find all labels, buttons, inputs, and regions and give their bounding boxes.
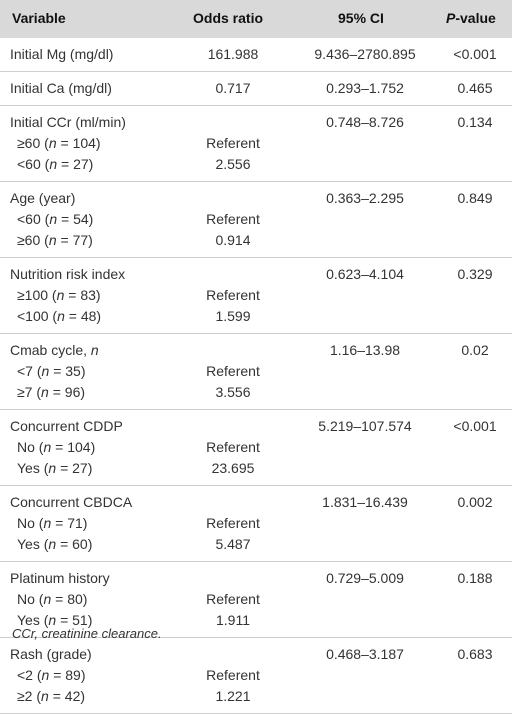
subgroup-label: <100 (n = 48) xyxy=(17,308,102,324)
table-row-group xyxy=(0,72,512,106)
odds-ratio-cell: 1.221 xyxy=(215,688,251,704)
odds-ratio-cell: 1.911 xyxy=(216,612,250,628)
table-subrow xyxy=(0,361,512,382)
ci-cell: 0.293–1.752 xyxy=(326,80,404,96)
odds-ratio-cell: Referent xyxy=(206,135,260,151)
variable-label: Age (year) xyxy=(10,190,76,206)
table-row xyxy=(0,492,512,513)
odds-ratio-cell: 5.487 xyxy=(215,536,251,552)
ci-cell: 0.623–4.104 xyxy=(326,266,404,282)
table-row-group xyxy=(0,106,512,182)
subgroup-label: Yes (n = 51) xyxy=(17,612,93,628)
table-row xyxy=(0,188,512,209)
subgroup-label: No (n = 80) xyxy=(17,591,88,607)
p-value-cell: 0.465 xyxy=(457,80,493,96)
table-row xyxy=(0,416,512,437)
odds-ratio-cell: Referent xyxy=(206,439,260,455)
table-row xyxy=(0,44,512,65)
p-value-cell: 0.002 xyxy=(457,494,493,510)
table-subrow xyxy=(0,230,512,251)
table-row-group xyxy=(0,258,512,334)
variable-label: Nutrition risk index xyxy=(10,266,126,282)
subgroup-label: <60 (n = 27) xyxy=(17,156,94,172)
table-subrow xyxy=(0,513,512,534)
ci-cell: 0.729–5.009 xyxy=(326,570,404,586)
table-row-group xyxy=(0,334,512,410)
p-value-cell: 0.683 xyxy=(457,646,493,662)
table-row xyxy=(0,568,512,589)
odds-ratio-cell: 23.695 xyxy=(211,460,255,476)
table-row-group xyxy=(0,486,512,562)
table-subrow xyxy=(0,458,512,479)
table-subrow xyxy=(0,686,512,707)
header-odds-ratio: Odds ratio xyxy=(193,10,264,26)
subgroup-label: <7 (n = 35) xyxy=(17,363,86,379)
odds-ratio-cell: Referent xyxy=(206,591,260,607)
subgroup-label: Yes (n = 60) xyxy=(17,536,93,552)
variable-label: Concurrent CDDP xyxy=(10,418,123,434)
ci-cell: 0.363–2.295 xyxy=(326,190,404,206)
subgroup-label: ≥2 (n = 42) xyxy=(17,688,86,704)
odds-ratio-cell: 1.599 xyxy=(215,308,251,324)
subgroup-label: No (n = 104) xyxy=(17,439,96,455)
odds-ratio-cell: Referent xyxy=(206,515,260,531)
p-value-cell: <0.001 xyxy=(453,46,497,62)
odds-ratio-cell: Referent xyxy=(206,667,260,683)
subgroup-label: ≥100 (n = 83) xyxy=(17,287,101,303)
variable-label: Cmab cycle, n xyxy=(10,342,99,358)
table-footnote: CCr, creatinine clearance. xyxy=(12,626,162,641)
table-row xyxy=(0,340,512,361)
ci-cell: 9.436–2780.895 xyxy=(314,46,416,62)
ci-cell: 1.831–16.439 xyxy=(322,494,408,510)
table-row xyxy=(0,644,512,665)
subgroup-label: ≥60 (n = 104) xyxy=(17,135,101,151)
subgroup-label: ≥60 (n = 77) xyxy=(17,232,93,248)
table-subrow xyxy=(0,133,512,154)
variable-label: Rash (grade) xyxy=(10,646,92,662)
ci-cell: 5.219–107.574 xyxy=(318,418,412,434)
table-row xyxy=(0,78,512,99)
variable-label: Initial Mg (mg/dl) xyxy=(10,46,114,62)
table-body xyxy=(0,38,512,714)
table-row xyxy=(0,112,512,133)
table-subrow xyxy=(0,306,512,327)
table-subrow xyxy=(0,665,512,686)
variable-label: Initial Ca (mg/dl) xyxy=(10,80,112,96)
p-value-cell: <0.001 xyxy=(453,418,497,434)
odds-ratio-cell: Referent xyxy=(206,363,260,379)
table-row-group xyxy=(0,182,512,258)
subgroup-label: No (n = 71) xyxy=(17,515,88,531)
odds-ratio-cell: 2.556 xyxy=(215,156,251,172)
subgroup-label: <60 (n = 54) xyxy=(17,211,94,227)
table-row-group xyxy=(0,410,512,486)
odds-ratio-cell: 161.988 xyxy=(207,46,259,62)
p-value-cell: 0.02 xyxy=(461,342,489,358)
table-row xyxy=(0,264,512,285)
table-header xyxy=(0,0,512,38)
variable-label: Initial CCr (ml/min) xyxy=(10,114,126,130)
subgroup-label: <2 (n = 89) xyxy=(17,667,86,683)
table-subrow xyxy=(0,209,512,230)
p-value-cell: 0.134 xyxy=(457,114,493,130)
p-value-cell: 0.329 xyxy=(457,266,493,282)
table-subrow xyxy=(0,437,512,458)
subgroup-label: ≥7 (n = 96) xyxy=(17,384,86,400)
header-p-value: P-value xyxy=(446,10,496,26)
table-row-group xyxy=(0,38,512,72)
table-row-group xyxy=(0,638,512,714)
table-subrow xyxy=(0,382,512,403)
ci-cell: 1.16–13.98 xyxy=(329,342,401,358)
p-value-cell: 0.849 xyxy=(457,190,493,206)
variable-label: Concurrent CBDCA xyxy=(10,494,133,510)
header-variable: Variable xyxy=(12,10,66,26)
ci-cell: 0.468–3.187 xyxy=(326,646,404,662)
ci-cell: 0.748–8.726 xyxy=(326,114,404,130)
table-subrow xyxy=(0,154,512,175)
variable-label: Platinum history xyxy=(10,570,110,586)
p-value-cell: 0.188 xyxy=(457,570,493,586)
table-subrow xyxy=(0,589,512,610)
odds-ratio-cell: 0.717 xyxy=(215,80,251,96)
odds-ratio-cell: 0.914 xyxy=(215,232,251,248)
table-subrow xyxy=(0,285,512,306)
odds-ratio-cell: Referent xyxy=(206,211,260,227)
table-subrow xyxy=(0,534,512,555)
odds-ratio-cell: Referent xyxy=(206,287,260,303)
subgroup-label: Yes (n = 27) xyxy=(17,460,93,476)
odds-ratio-cell: 3.556 xyxy=(215,384,251,400)
header-ci: 95% CI xyxy=(338,10,384,26)
